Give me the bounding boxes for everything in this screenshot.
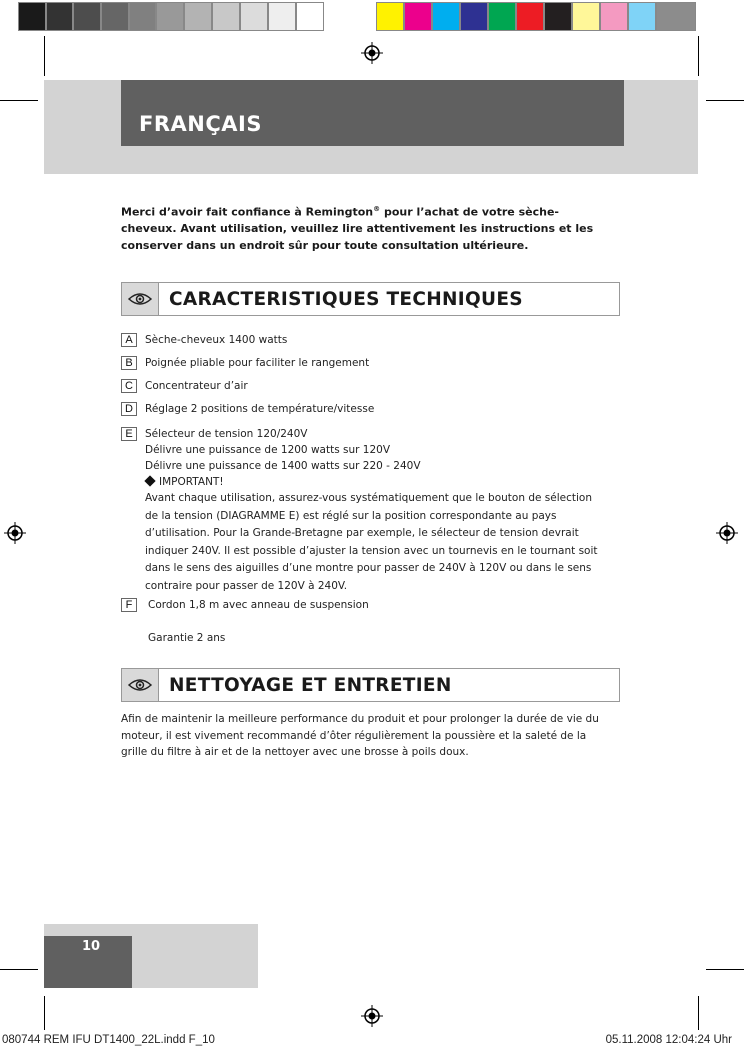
- crop-mark: [0, 100, 38, 101]
- footer-filename: 080744 REM IFU DT1400_22L.indd F_10: [2, 1034, 215, 1046]
- color-swatch: [240, 2, 268, 31]
- color-swatch: [46, 2, 73, 31]
- color-swatch: [488, 2, 516, 31]
- voltage-line: Délivre une puissance de 1200 watts sur 120V: [145, 444, 391, 456]
- feature-letter: C: [121, 379, 137, 393]
- intro-text-rest: pour l’achat de votre sèche-cheveux. Avant utilisation, veuillez lire attentivement les instructions et les conserver dans un endroit sûr pour toute consultation ultérieure.: [121, 205, 594, 252]
- intro-paragraph: [121, 201, 611, 254]
- feature-text: Poignée pliable pour faciliter le rangement: [145, 357, 370, 369]
- intro-text: Merci d’avoir fait confiance à Remington: [121, 205, 374, 219]
- color-swatch: [212, 2, 240, 31]
- color-swatch: [460, 2, 488, 31]
- color-swatch: [600, 2, 628, 31]
- warranty-text: Garantie 2 ans: [148, 632, 226, 644]
- color-swatch: [73, 2, 101, 31]
- cleaning-paragraph: Afin de maintenir la meilleure performance du produit et pour prolonger la durée de vie du moteur, il est vivement recommandé d’ôter régulièrement la poussière et la saleté de la grille du filtre à air et de la nettoyer avec une brosse à poils doux.: [121, 713, 599, 758]
- eye-icon: [127, 291, 153, 307]
- feature-text: Réglage 2 positions de température/vitesse: [145, 403, 375, 415]
- page-number-block: [44, 924, 132, 936]
- color-swatch: [376, 2, 404, 31]
- color-swatch: [628, 2, 656, 31]
- color-swatch: [101, 2, 129, 31]
- section-title: NETTOYAGE ET ENTRETIEN: [169, 675, 452, 696]
- page-number-block: [132, 924, 258, 988]
- feature-letter: B: [121, 356, 137, 370]
- registration-mark-icon: [361, 42, 383, 64]
- feature-text: Cordon 1,8 m avec anneau de suspension: [148, 599, 369, 611]
- feature-text: Sèche-cheveux 1400 watts: [145, 334, 288, 346]
- registration-mark-icon: [361, 1005, 383, 1027]
- page-number: 10: [82, 939, 101, 954]
- page-title: FRANÇAIS: [139, 112, 262, 136]
- feature-letter: E: [121, 427, 137, 441]
- feature-letter: A: [121, 333, 137, 347]
- crop-mark: [698, 36, 699, 76]
- registration-mark-icon: [4, 522, 26, 544]
- section-icon-cell: [122, 283, 159, 315]
- voltage-paragraph: Avant chaque utilisation, assurez-vous systématiquement que le bouton de sélection de la tension (DIAGRAMME E) est réglé sur la position correspondante au pays d’utilisation. Pour la Grande-Bretagne par exemple, le sélecteur de tension devrait indiquer 240V. Il est possible d’ajuster la tension avec un tournevis en le tournant soit dans le sens des aiguilles d’une montre pour passer de 240V à 120V ou dans le sens contraire pour passer de 120V à 240V.: [145, 492, 598, 592]
- crop-mark: [0, 969, 38, 970]
- registered-mark: ®: [373, 205, 381, 213]
- voltage-line: Délivre une puissance de 1400 watts sur 220 - 240V: [145, 460, 421, 472]
- color-swatch: [268, 2, 296, 31]
- warning-icon: [144, 475, 155, 486]
- color-swatch: [156, 2, 184, 31]
- eye-icon: [127, 677, 153, 693]
- feature-text: Concentrateur d’air: [145, 380, 248, 392]
- color-swatch: [18, 2, 46, 31]
- crop-mark: [706, 969, 744, 970]
- section-icon-cell: [122, 669, 159, 701]
- color-swatch: [404, 2, 432, 31]
- color-swatch: [129, 2, 156, 31]
- color-swatch: [656, 2, 696, 31]
- section-header-cleaning: [121, 668, 620, 702]
- color-swatch: [184, 2, 212, 31]
- crop-mark: [706, 100, 744, 101]
- footer-timestamp: 05.11.2008 12:04:24 Uhr: [605, 1034, 732, 1046]
- feature-letter: D: [121, 402, 137, 416]
- color-swatch: [296, 2, 324, 31]
- feature-letter: F: [121, 598, 137, 612]
- color-swatch: [572, 2, 600, 31]
- color-swatch: [432, 2, 460, 31]
- section-header-specs: [121, 282, 620, 316]
- crop-mark: [44, 996, 45, 1030]
- color-swatch: [516, 2, 544, 31]
- feature-text: Sélecteur de tension 120/240V: [145, 428, 308, 440]
- crop-mark: [44, 36, 45, 76]
- registration-mark-icon: [716, 522, 738, 544]
- important-line: [145, 476, 224, 488]
- crop-mark: [698, 996, 699, 1030]
- color-swatch: [544, 2, 572, 31]
- section-title: CARACTERISTIQUES TECHNIQUES: [169, 289, 523, 310]
- important-label: IMPORTANT!: [159, 476, 224, 488]
